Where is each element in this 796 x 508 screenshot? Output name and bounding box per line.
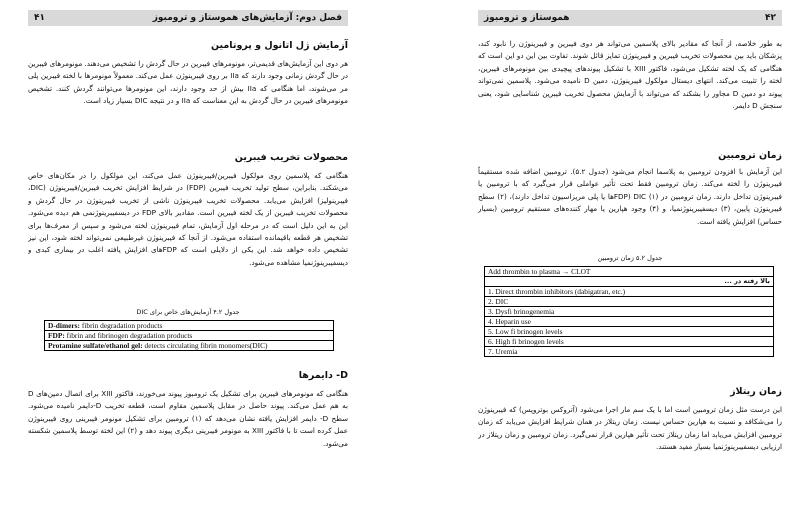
table-row: 6. High fi brinogen levels (485, 337, 774, 347)
section-text-fdp: هنگامی که پلاسمین روی مولکول فیبرین/فیبرینوژن عمل می‌کند، این مولکول را در مکان‌های خاص می‌شکند. بنابراین، سطح تولید تخریب فیبرین (FDP) در شرایط افزایش تخریب فیبرین/فیبرینوژن (DIC، فیبرینولیز) افزایش می‌یابد. محصولات تخریب فیبرینوژن ناشی از تخریب فیبرینوژن در حال گردش و محصولات تخریب فیبرین از یک لخته فیبرین است. مقادیر بالای FDP در دیسفیبرینوژنمی هم دیده می‌شود. این به این دلیل است که در مرحله اول آزمایش، تمام فیبرینوژن لخته می‌شود و سپس از معرف‌ها برای تشخیص هر قطعه باقیمانده استفاده می‌شود. از آنجا که فیبرینوژن غیرطبیعی نمی‌تواند لخته شود، این نیز تشخیص داده خواهد شد. این یکی از دلایلی است که FDPهای افزایش یافته اغلب در بیماری کبدی و دیسفیبرینوژنمیا مشاهده می‌شود. (28, 171, 348, 267)
intro-paragraph: به طور خلاصه، از آنجا که مقادیر بالای پلاسمین می‌تواند هر دوی فیبرین و فیبرینوژن را نابود کند، پزشکان باید بین محصولات تخریب فیبرین و فیبرینوژن تمایز قائل شوند. تفاوت بین این دو این است که هنگامی که یک لخته تشکیل می‌شود، فاکتور XIII با تشکیل پیوندهای پیچیدی بین مونومرهای فیبرین، لخته را تثبیت می‌کند. انتهای دیستال مولکول فیبرینوژن، دمین D نامیده می‌شود. پلاسمین نمی‌تواند پیوند دو دمین D مجاور را بشکند که می‌تواند با آزمایش محصول تخریب فیبرین شناسایی شود، یعنی سنجش D دایمر. (478, 39, 782, 111)
right-page-header (478, 10, 782, 26)
table-row: FDP: fibrin and fibrinogen degradation products (45, 331, 334, 341)
section-text-reptilase-time: این درست مثل زمان ترومبین است اما با یک سم مار اجرا می‌شود (آتروکس بوتروپس) که فیبرینوژن را می‌شکافد و نسبت به هپارین حساس نیست. زمان ریتلاز در همان شرایط افزایش می‌یابد که زمان ترومبین افزایش می‌یابد اما زمان ریتلاز تحت تأثیر هپارین قرار نمی‌گیرد. زمان ترومبین و زمان ریتلاز در ارزیابی دیسفیبرینوژنمیا بسیار مفید هستند. (478, 405, 782, 452)
section-text-d-dimers: هنگامی که مونومرهای فیبرین برای تشکیل یک ترومبوز پیوند می‌خورند، فاکتور XIII برای اتصال دمین‌های D به هم عمل می‌کند. پیوند حاصل در مقابل پلاسمین مقاوم است، قطعه تخریب D-دایمر نامیده می‌شود. سطح D- دایمر افزایش یافته نشان می‌دهد که (۱) ترومبین برای تشکیل مونومر فیبرینی روی فیبرینوژن عمل کرده است تا با فاکتور XIII به مونومر فیبرینی دیگری پیوند دهد و (۲) این لخته توسط پلاسمین شکسته می‌شود. (28, 389, 348, 448)
left-page (28, 0, 348, 508)
section-text-thrombin-time: این آزمایش با افزودن ترومبین به پلاسما انجام می‌شود (جدول ۵.۲). ترومبین اضافه شده مستقیماً فیبرینوژن را لخته می‌کند. زمان ترومبین فقط تحت تأثیر عواملی قرار می‌گیرد که با ترومبین یا فیبرینوژن تداخل دارند. زمان ترومبین در (۱) DIC (FDPها یا پلی مریزاسیون تداخل دارند)، (۲) سطح فیبرینوژن پایین، (۳) دیسفیبرینوژنمیا، و (۴) وجود هپارین یا مهار کننده‌های مستقیم ترومبین (بسیار حساس) افزایش یافته است. (478, 167, 782, 226)
table-row: 5. Low fi brinogen levels (485, 327, 774, 337)
right-page (478, 0, 782, 508)
table-row (485, 277, 774, 287)
section-title-d-dimers: D- دایمرها (298, 370, 348, 381)
section-title-fdp: محصولات تخریب فیبرین (234, 152, 348, 163)
chapter-title: فصل دوم: آزمایش‌های هموستاز و ترومبوز (152, 13, 342, 23)
table-head: Add thrombin to plasma → CLOT (485, 267, 774, 277)
chapter-title: هموستاز و ترومبوز (484, 13, 570, 23)
section-title-ethanol-protamine: آزمایش ژل اتانول و پروتامین (211, 40, 348, 51)
table-row: 3. Dysfi brinogenemia (485, 307, 774, 317)
left-page-header (28, 10, 348, 26)
table-caption-dic: جدول ۴.۲ آزمایش‌های خاص برای DIC (136, 308, 240, 316)
table-row: 7. Uremia (485, 347, 774, 357)
table-row: D-dimers: fibrin degradation products (45, 321, 334, 331)
dic-tests-table (44, 320, 334, 351)
table-caption-thrombin-time: جدول ۵.۲ زمان ترومبین (597, 254, 663, 262)
table-subhead: بالا رفته در ... (485, 277, 774, 287)
section-title-thrombin-time: زمان ترومبین (718, 150, 782, 161)
table-row: 4. Heparin use (485, 317, 774, 327)
table-row: Protamine sulfate/ethanol gel: detects circulating fibrin monomers(DIC) (45, 341, 334, 351)
table-row (485, 267, 774, 277)
thrombin-time-table (484, 266, 774, 357)
page-number: ۴۲ (765, 13, 776, 23)
table-row: 2. DIC (485, 297, 774, 307)
table-row: 1. Direct thrombin inhibitors (dabigatran, etc.) (485, 287, 774, 297)
section-title-reptilase-time: زمان ریتلاز (730, 386, 782, 397)
section-text-ethanol-protamine: هر دوی این آزمایش‌های قدیمی‌تر، مونومرهای فیبرین در حال گردش را تشخیص می‌دهند. مونومرهای فیبرین در حال گردش زمانی وجود دارند که IIa بر روی فیبرینوژن عمل می‌کند. معمولاً مونومرها با لخته فیبرین پلی مر می‌شوند، اما هنگامی که IIa بیش از حد وجود دارند، این مونومرها می‌توانند گردش کنند. تشخیص مونومرهای فیبرین در حال گردش به این معناست که IIa و در نتیجه DIC بسیار زیاد است. (28, 59, 348, 106)
page-number: ۴۱ (34, 13, 45, 23)
